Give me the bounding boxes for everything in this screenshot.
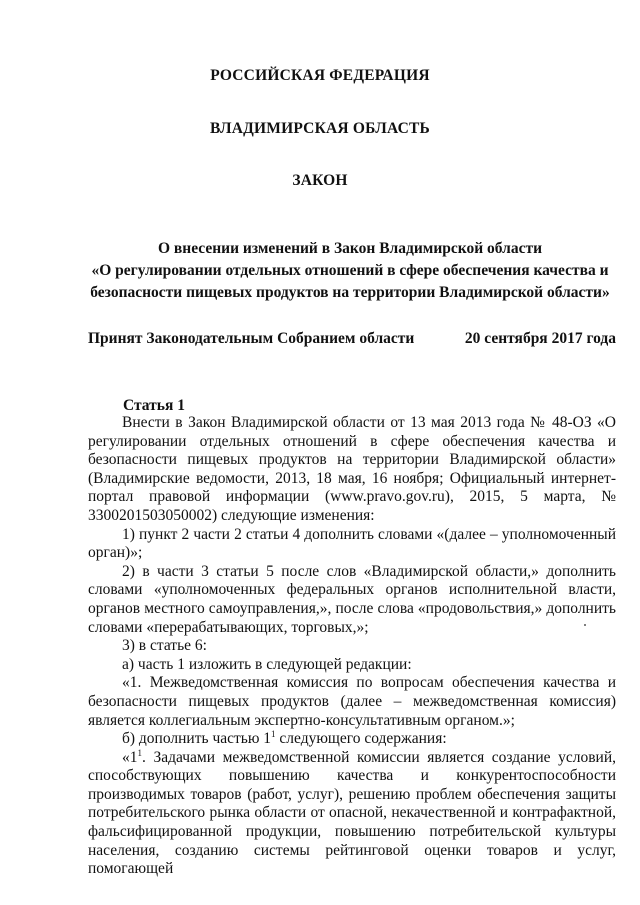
part-1-1-post: . Задачами межведомственной комиссии является создание условий, способствующих повышению качества и конкурентоспособности производимых товаров (работ, услуг), решению проблем обеспечения защиты потребительского рынка области от опасной, некачественной и контрафактной, фальсифицированной продукции, повышению потребительской культуры населения, созданию системы рейтинговой оценки товаров и услуг, помогающей (88, 748, 616, 878)
paragraph-item-3a: а) часть 1 изложить в следующей редакции: (122, 655, 412, 673)
part-1-1-pre: «1 (122, 748, 138, 766)
law-title (60, 238, 640, 304)
law-title-line-3: безопасности пищевых продуктов на территории Владимирской области» (90, 284, 610, 301)
item-3b-post: следующего содержания: (275, 730, 447, 748)
scan-speck (584, 624, 586, 626)
paragraph-item-3b (88, 730, 616, 749)
document-type-heading: ЗАКОН (292, 172, 348, 189)
country-heading: РОССИЙСКАЯ ФЕДЕРАЦИЯ (210, 67, 430, 84)
paragraph-part-1-text: «1. Межведомственная комиссия по вопросам обеспечения качества и безопасности пищевых продуктов (далее – межведомственная комиссия) является коллегиальным экспертно-консультативным органом.»; (88, 674, 616, 729)
item-3b-pre: б) дополнить частью 1 (122, 730, 272, 748)
article-body (88, 414, 616, 879)
superscript-number: 1 (137, 747, 142, 758)
paragraph-item-3: 3) в статье 6: (122, 637, 207, 655)
article-title: Статья 1 (123, 397, 185, 414)
paragraph-part-1-1-text (88, 749, 616, 879)
law-title-line-1: О внесении изменений в Закон Владимирской области (157, 240, 543, 257)
adopted-by: Принят Законодательным Собранием области (88, 330, 415, 347)
law-title-line-2: «О регулировании отдельных отношений в сфере обеспечения качества и (91, 262, 609, 279)
paragraph-item-1: 1) пункт 2 части 2 статьи 4 дополнить словами «(далее – уполномоченный орган)»; (88, 525, 616, 562)
paragraph-item-2: 2) в части 3 статьи 5 после слов «Владимирской области,» дополнить словами «уполномоченных федеральных органов исполнительной власти, органов местного самоуправления,», после слова «продовольствия,» дополнить словами «перерабатывающих, торговых,»; (88, 562, 616, 636)
adoption-line (88, 330, 616, 348)
paragraph-intro: Внести в Закон Владимирской области от 13 мая 2013 года № 48-ОЗ «О регулировании отдельных отношений в сфере обеспечения качества и безопасности пищевых продуктов на территории Владимирской области» (Владимирские ведомости, 2013, 18 мая, 16 ноября; Официальный интернет-портал правовой информации (www.pravo.gov.ru), 2015, 5 марта, № 3300201503050002) следующие изменения: (88, 414, 616, 524)
region-heading: ВЛАДИМИРСКАЯ ОБЛАСТЬ (210, 120, 430, 137)
superscript-number: 1 (271, 728, 276, 739)
adoption-date: 20 сентября 2017 года (464, 330, 616, 347)
